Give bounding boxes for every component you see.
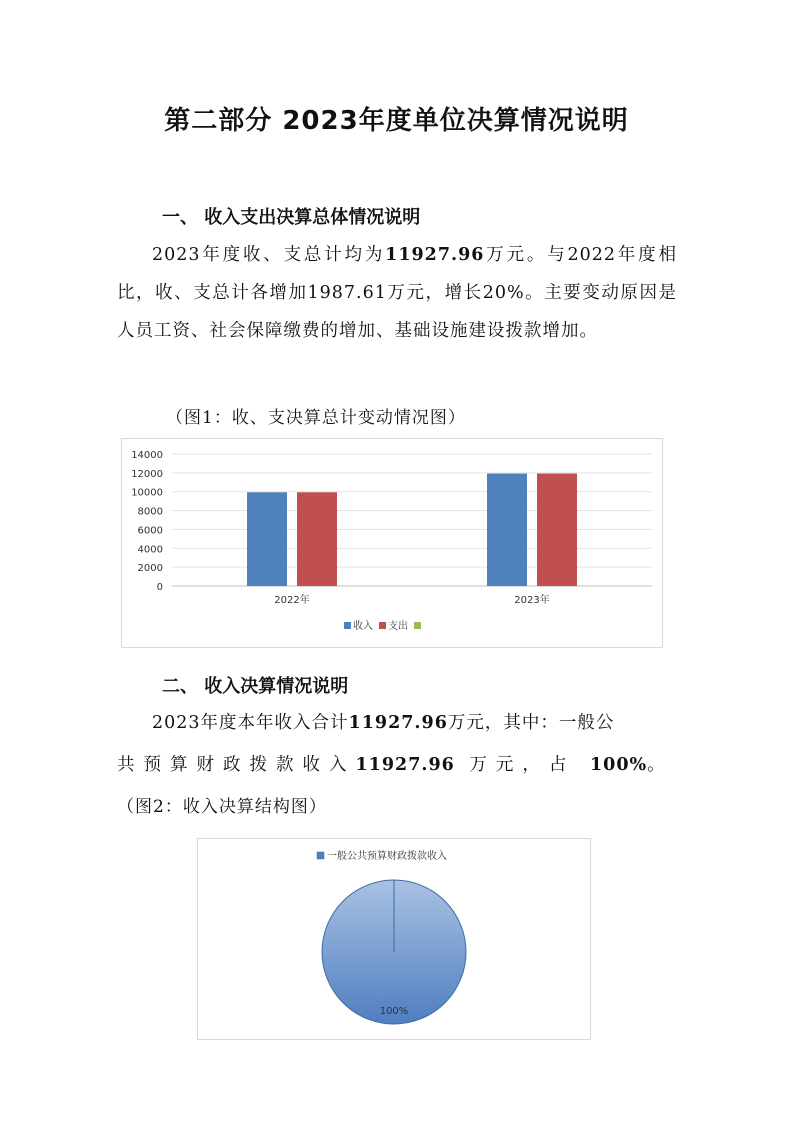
bar-支出-2022年 (297, 492, 337, 586)
y-tick-label: 8000 (137, 506, 163, 518)
y-tick-label: 10000 (131, 487, 163, 499)
pie-chart-container (197, 838, 591, 1040)
s2-line2-e: 。 (647, 755, 674, 775)
figure1-caption: （图1：收、支决算总计变动情况图） (166, 408, 466, 428)
s2-grant-amount: 11927.96 (355, 755, 455, 775)
s2-percent: 100% (589, 755, 648, 775)
x-tick-label: 2023年 (514, 595, 550, 606)
legend-swatch (379, 622, 386, 629)
legend-swatch (414, 622, 421, 629)
y-tick-label: 14000 (131, 450, 163, 461)
s2-line1-a: 2023年度本年收入合计 (152, 713, 349, 733)
bar-chart (122, 439, 662, 647)
x-tick-label: 2022年 (274, 595, 310, 606)
s2-line2-c: 万元，占 (469, 755, 576, 775)
bar-收入-2022年 (247, 492, 287, 586)
figure2-caption: （图2：收入决算结构图） (117, 797, 327, 817)
para-text-a: 2023年度收、支总计均为 (152, 245, 386, 265)
legend-swatch (344, 622, 351, 629)
legend-label: 支出 (388, 621, 408, 632)
s2-line2-a: 共预算财政拨款收入 (117, 755, 356, 775)
legend-label: 一般公共预算财政拨款收入 (327, 851, 447, 862)
section-heading-1: 一、 收入支出决算总体情况说明 (162, 207, 421, 228)
s2-line1-c: 万元，其中：一般公 (447, 713, 615, 733)
total-amount: 11927.96 (385, 245, 485, 265)
y-tick-label: 4000 (137, 544, 163, 556)
y-tick-label: 6000 (137, 525, 163, 537)
pie-chart (198, 839, 590, 1039)
legend-swatch (317, 852, 324, 859)
y-tick-label: 0 (156, 582, 163, 593)
pie-data-label: 100% (379, 1006, 409, 1017)
y-tick-label: 2000 (137, 563, 163, 575)
page-title: 第二部分 2023年度单位决算情况说明 (164, 106, 629, 136)
section-heading-2: 二、 收入决算情况说明 (162, 676, 349, 697)
para-text-c: 万元。与2022年度相比，收、支总计各增加1987.61万元，增长20%。主要变动原因是人员工资、社会保障缴费的增加、基础设施建设拨款增加。 (117, 245, 677, 341)
section1-paragraph (117, 236, 677, 350)
bar-chart-container (121, 438, 663, 648)
bar-收入-2023年 (487, 474, 527, 586)
s2-total-amount: 11927.96 (348, 713, 448, 733)
section2-paragraph (117, 704, 677, 784)
y-tick-label: 12000 (131, 468, 163, 480)
legend-label: 收入 (353, 621, 373, 632)
bar-支出-2023年 (537, 474, 577, 586)
